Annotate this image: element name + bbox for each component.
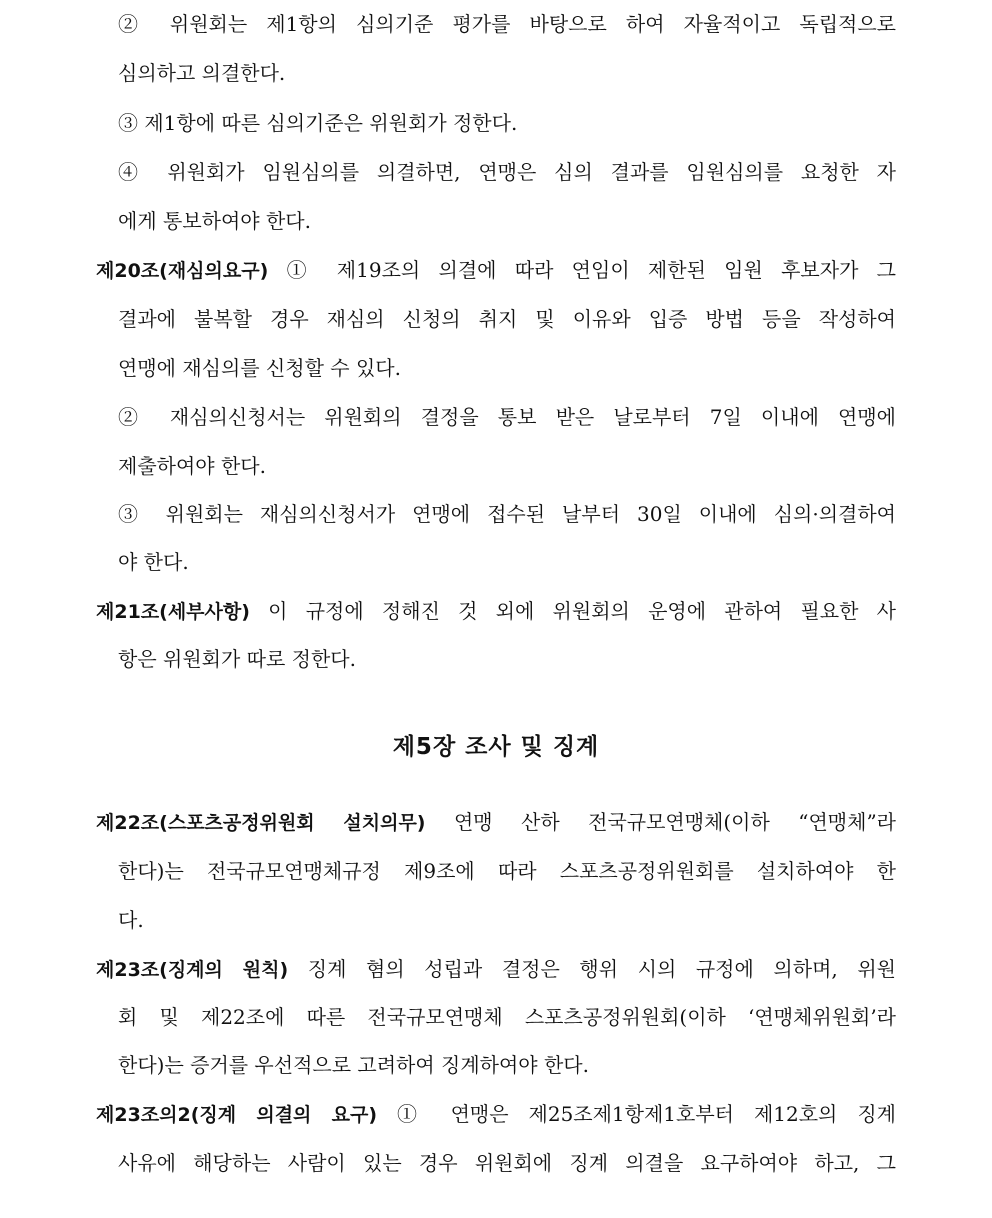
text-line: 에게 통보하여야 한다. <box>118 209 311 233</box>
article-23-2-first-line <box>96 1100 896 1129</box>
text-line: ③ 제1항에 따른 심의기준은 위원회가 정한다. <box>118 111 518 135</box>
text-line: 사유에 해당하는 사람이 있는 경우 위원회에 징계 의결을 요구하여야 하고, 그 <box>118 1151 896 1175</box>
article-21-text: 이 규정에 정해진 것 외에 위원회의 운영에 관하여 필요한 사 <box>249 599 896 623</box>
text-line: 연맹에 재심의를 신청할 수 있다. <box>118 356 401 380</box>
article-23-text: 징계 혐의 성립과 결정은 행위 시의 규정에 의하며, 위원 <box>288 957 896 981</box>
text-line: 심의하고 의결한다. <box>118 61 286 85</box>
text-line: ③ 위원회는 재심의신청서가 연맹에 접수된 날부터 30일 이내에 심의·의결하여 <box>118 502 896 526</box>
article-22-title: 제22조(스포츠공정위원회 설치의무) <box>96 812 426 834</box>
text-line: 결과에 불복할 경우 재심의 신청의 취지 및 이유와 입증 방법 등을 작성하여 <box>118 307 896 331</box>
article-20-first-line <box>96 256 896 285</box>
text-line: ② 재심의신청서는 위원회의 결정을 통보 받은 날로부터 7일 이내에 연맹에 <box>118 405 896 429</box>
text-line: 야 한다. <box>118 550 189 574</box>
article-22-first-line <box>96 808 896 837</box>
article-21-first-line <box>96 597 896 626</box>
article-20-title: 제20조(재심의요구) <box>96 260 269 282</box>
text-line: 제출하여야 한다. <box>118 454 266 478</box>
chapter-title: 제5장 조사 및 징계 <box>392 734 600 760</box>
article-22-text: 연맹 산하 전국규모연맹체(이하 “연맹체”라 <box>425 810 896 834</box>
article-23-title: 제23조(징계의 원칙) <box>96 959 289 981</box>
article-23-2-text: ① 연맹은 제25조제1항제1호부터 제12호의 징계 <box>377 1102 896 1126</box>
text-line: ② 위원회는 제1항의 심의기준 평가를 바탕으로 하여 자율적이고 독립적으로 <box>118 12 896 36</box>
text-line: 다. <box>118 908 144 932</box>
text-line: 한다)는 증거를 우선적으로 고려하여 징계하여야 한다. <box>118 1053 589 1077</box>
text-line: 회 및 제22조에 따른 전국규모연맹체 스포츠공정위원회(이하 ‘연맹체위원회’라 <box>118 1005 896 1029</box>
article-20-text: ① 제19조의 의결에 따라 연임이 제한된 임원 후보자가 그 <box>268 258 896 282</box>
text-line: ④ 위원회가 임원심의를 의결하면, 연맹은 심의 결과를 임원심의를 요청한 자 <box>118 160 896 184</box>
article-23-first-line <box>96 955 896 984</box>
text-line: 한다)는 전국규모연맹체규정 제9조에 따라 스포츠공정위원회를 설치하여야 한 <box>118 859 896 883</box>
text-line: 항은 위원회가 따로 정한다. <box>118 647 356 671</box>
article-21-title: 제21조(세부사항) <box>96 601 250 623</box>
article-23-2-title: 제23조의2(징계 의결의 요구) <box>96 1104 378 1126</box>
